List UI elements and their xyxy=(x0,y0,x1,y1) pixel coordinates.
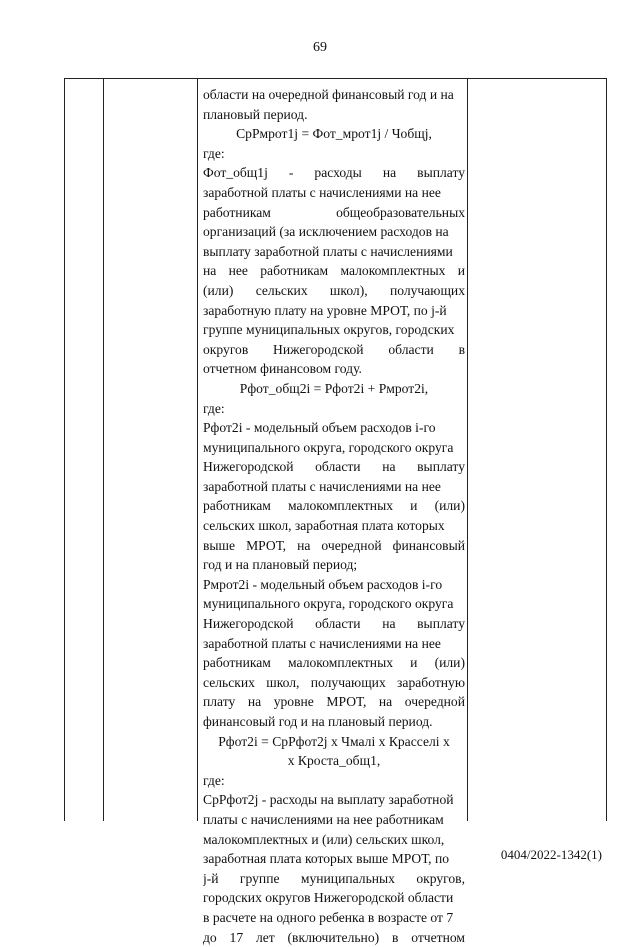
text-line: заработную плату на уровне МРОТ, по j-й xyxy=(203,302,447,318)
text-line: Нижегородской области на выплату xyxy=(203,459,465,475)
text-line: заработная плата которых выше МРОТ, по xyxy=(203,851,450,867)
text-line: где: xyxy=(203,772,225,788)
text-line: отчетном финансовом году. xyxy=(203,361,362,377)
column-divider xyxy=(467,79,468,821)
text-line: Рмрот2i - модельный объем расходов i-го xyxy=(203,576,443,592)
document-code: 0404/2022-1342(1) xyxy=(500,847,602,862)
text-line: городских округов Нижегородской области xyxy=(203,890,454,906)
text-line: Рфот_общ2i = Рфот2i + Рмрот2i, xyxy=(239,380,429,396)
text-line: в расчете на одного ребенка в возрасте от 7 xyxy=(203,909,454,925)
text-line: заработной платы с начислениями на нее xyxy=(203,184,441,200)
text-line: x Кроста_общ1, xyxy=(287,753,381,769)
text-line: платы с начислениями на нее работникам xyxy=(203,811,444,827)
text-line: малокомплектных и (или) сельских школ, xyxy=(203,831,445,847)
text-line: Рфот2i = СрРфот2j x Чмалi x Красселi x xyxy=(218,733,450,749)
column-divider xyxy=(197,79,198,821)
text-line: округов Нижегородской области в xyxy=(203,341,465,357)
text-line: Фот_общ1j - расходы на выплату xyxy=(203,165,465,181)
text-line: СрРмрот1j = Фот_мрот1j / Чобщj, xyxy=(236,126,432,142)
text-line: где: xyxy=(203,145,225,161)
text-line: финансовый год и на плановый период. xyxy=(203,714,433,729)
table-cell-text xyxy=(203,85,465,947)
text-line: муниципального округа, городского округа xyxy=(203,439,454,455)
text-line: сельских школ, получающих заработную xyxy=(203,674,465,690)
text-line: (или) сельских школ), получающих xyxy=(203,282,465,298)
text-line: плату на уровне МРОТ, на очередной xyxy=(203,694,465,710)
text-line: работникам общеобразовательных xyxy=(203,204,465,220)
text-line: на нее работникам малокомплектных и xyxy=(203,263,465,279)
page-number: 69 xyxy=(313,40,327,55)
text-line: работникам малокомплектных и (или) xyxy=(203,498,465,514)
text-line: сельских школ, заработная плата которых xyxy=(203,518,445,534)
text-line: Нижегородской области на выплату xyxy=(203,616,465,632)
text-line: муниципального округа, городского округа xyxy=(203,596,454,612)
text-line: плановый период. xyxy=(203,106,308,122)
text-line: выше МРОТ, на очередной финансовый xyxy=(203,537,465,553)
text-line: год и на плановый период; xyxy=(203,557,358,573)
text-line: работникам малокомплектных и (или) xyxy=(203,655,465,671)
text-line: выплату заработной платы с начислениями xyxy=(203,243,453,259)
text-line: организаций (за исключением расходов на xyxy=(203,224,449,240)
text-line: области на очередной финансовый год и на xyxy=(203,87,454,102)
text-line: до 17 лет (включительно) в отчетном xyxy=(203,929,465,945)
text-line: где: xyxy=(203,400,225,416)
column-divider xyxy=(103,79,104,821)
text-line: заработной платы с начислениями на нее xyxy=(203,635,441,651)
text-line: СрРфот2j - расходы на выплату заработной xyxy=(203,792,454,808)
text-line: заработной платы с начислениями на нее xyxy=(203,478,441,494)
text-line: группе муниципальных округов, городских xyxy=(203,322,455,338)
text-line: j-й группе муниципальных округов, xyxy=(203,870,465,886)
text-line: Рфот2i - модельный объем расходов i-го xyxy=(203,420,436,436)
